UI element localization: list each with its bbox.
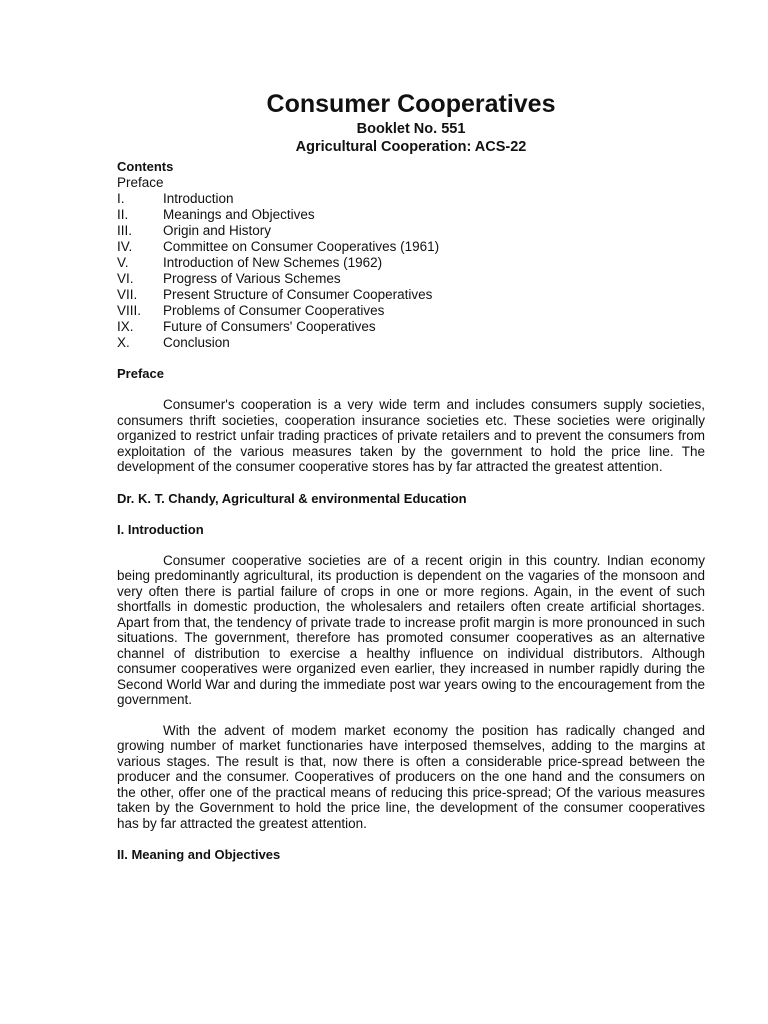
toc-item	[117, 191, 705, 207]
preface-heading: Preface	[117, 366, 164, 381]
meaning-objectives-heading: II. Meaning and Objectives	[117, 847, 281, 862]
toc-label: Introduction of New Schemes (1962)	[163, 255, 383, 270]
toc-label: Future of Consumers' Cooperatives	[163, 319, 376, 334]
toc-number: VIII.	[117, 303, 142, 318]
booklet-number: Booklet No. 551	[356, 121, 466, 137]
introduction-paragraph-1: Consumer cooperative societies are of a recent origin in this country. Indian economy being predominantly agricultural, its production is dependent on the vagaries of the monsoon and very often there is partial failure of crops in one or more regions. Again, in the event of such shortfalls in domestic production, the wholesalers and retailers often create artificial shortages. Apart from that, the tendency of private trade to increase profit margin is more pronounced in such situations. The government, therefore has promoted consumer cooperatives as an alternative channel of distribution to exercise a healthy influence on individual distributors. Although consumer cooperatives were organized even earlier, they increased in number rapidly during the Second World War and during the immediate post war years owing to the encouragement from the government.	[117, 552, 705, 707]
author-line: Dr. K. T. Chandy, Agricultural & environmental Education	[117, 490, 467, 506]
contents-heading: Contents	[117, 159, 174, 174]
toc-item	[117, 335, 705, 351]
toc-label: Meanings and Objectives	[163, 207, 315, 222]
toc-number: II.	[117, 207, 129, 222]
toc-number: V.	[117, 255, 129, 270]
toc-item	[117, 239, 705, 255]
toc-label: Introduction	[163, 191, 234, 206]
document-title: Consumer Cooperatives	[266, 90, 556, 118]
toc-item	[117, 303, 705, 319]
toc-label: Origin and History	[163, 223, 272, 238]
introduction-heading: I. Introduction	[117, 521, 204, 537]
series-title: Agricultural Cooperation: ACS-22	[295, 139, 527, 155]
toc-label: Progress of Various Schemes	[163, 271, 341, 286]
toc-label: Problems of Consumer Cooperatives	[163, 303, 385, 318]
document-page	[117, 88, 705, 863]
toc-number: IX.	[117, 319, 134, 334]
toc-item	[117, 207, 705, 223]
toc-label: Conclusion	[163, 335, 230, 350]
toc-number: III.	[117, 223, 133, 238]
toc-label: Preface	[117, 175, 164, 190]
toc-item	[117, 223, 705, 239]
toc-number: I.	[117, 191, 125, 206]
toc-item	[117, 319, 705, 335]
toc-label: Present Structure of Consumer Cooperatives	[163, 287, 433, 302]
toc-number: VII.	[117, 287, 138, 302]
table-of-contents	[117, 175, 705, 351]
toc-item-preface	[117, 175, 705, 191]
toc-number: VI.	[117, 271, 134, 286]
toc-number: IV.	[117, 239, 133, 254]
preface-paragraph: Consumer's cooperation is a very wide term and includes consumers supply societies, consumers thrift societies, cooperation insurance societies etc. These societies were originally organized to restrict unfair trading practices of private retailers and to prevent the consumers from exploitation of the various measures taken by the government to hold the price line. The development of the consumer cooperative stores has by far attracted the greatest attention.	[117, 397, 705, 474]
toc-number: X.	[117, 335, 130, 350]
toc-item	[117, 287, 705, 303]
introduction-paragraph-2: With the advent of modem market economy the position has radically changed and growing number of market functionaries have interposed themselves, adding to the margins at various stages. The result is that, now there is often a considerable price-spread between the producer and the consumer. Cooperatives of producers on the one hand and the consumers on the other, offer one of the practical means of reducing this price-spread; Of the various measures taken by the Government to hold the price line, the development of the consumer cooperatives has by far attracted the greatest attention.	[117, 722, 705, 831]
toc-item	[117, 255, 705, 271]
toc-item	[117, 271, 705, 287]
toc-label: Committee on Consumer Cooperatives (1961)	[163, 239, 440, 254]
